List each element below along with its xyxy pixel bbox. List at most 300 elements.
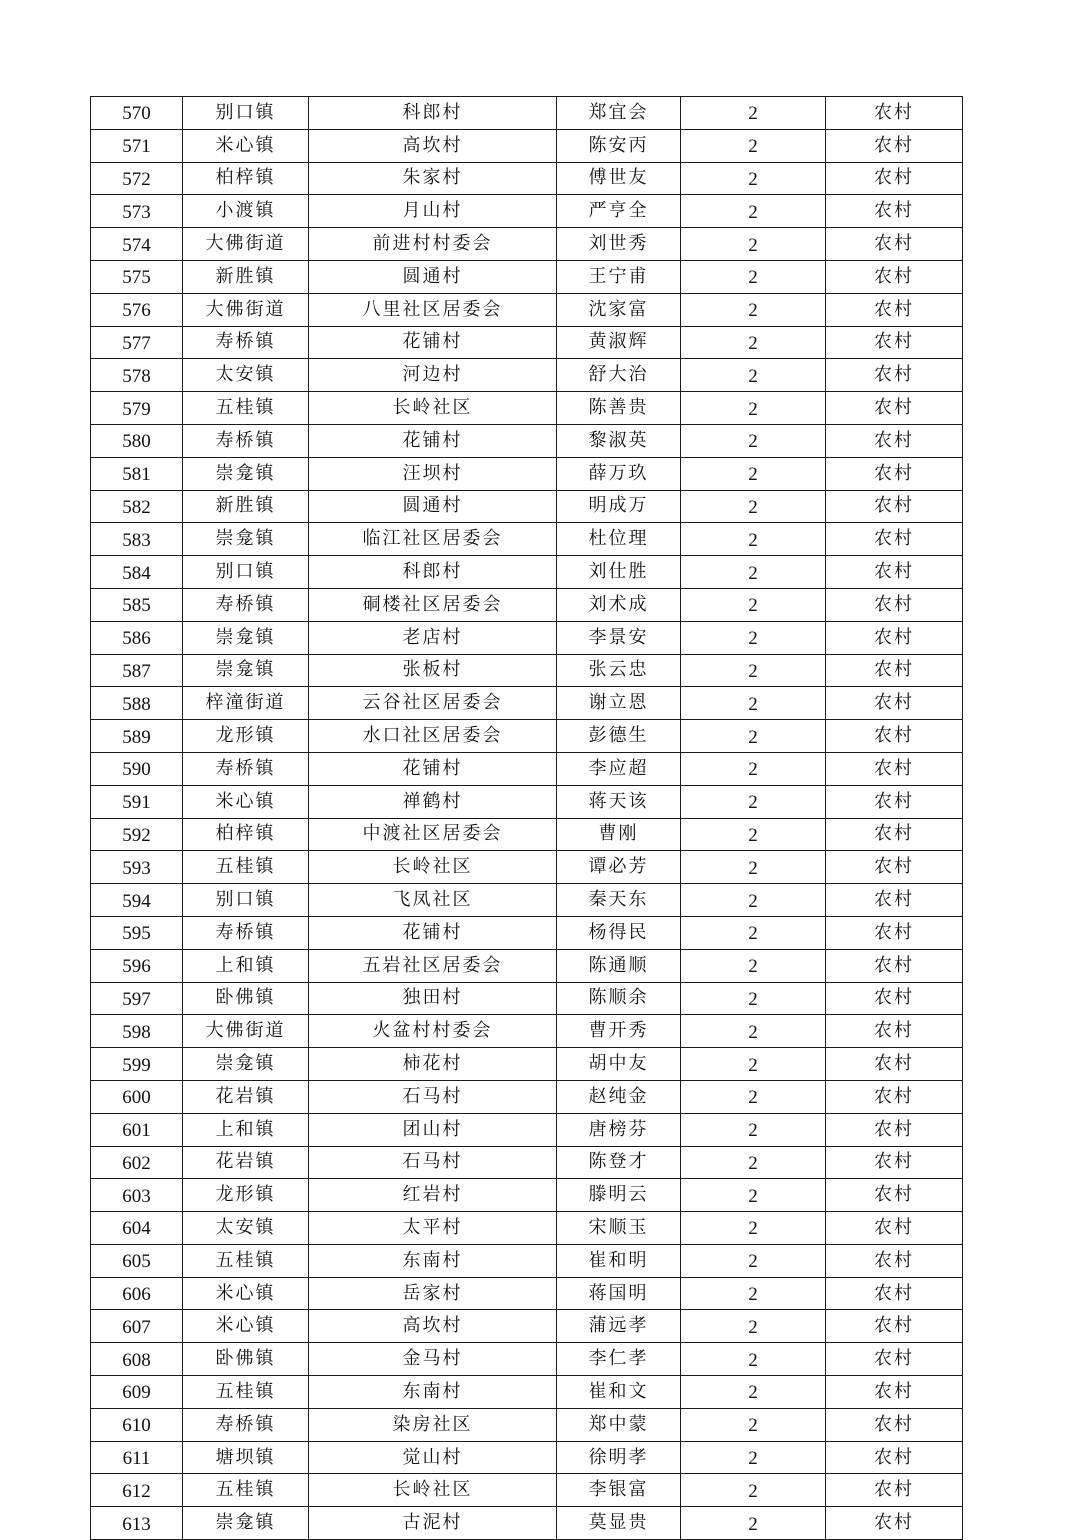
table-row — [91, 1507, 963, 1540]
row-number-cell: 613 — [91, 1507, 183, 1540]
village-name-cell: 五岩社区居委会 — [309, 949, 557, 982]
row-number-cell: 601 — [91, 1113, 183, 1146]
area-type-cell: 农村 — [826, 1507, 963, 1540]
count-value-cell: 2 — [681, 293, 826, 326]
area-type-cell: 农村 — [826, 1015, 963, 1048]
village-name-cell: 岳家村 — [309, 1277, 557, 1310]
count-value-cell: 2 — [681, 195, 826, 228]
area-type-cell: 农村 — [826, 490, 963, 523]
table-row — [91, 1343, 963, 1376]
table-row — [91, 1212, 963, 1245]
count-value-cell: 2 — [681, 1376, 826, 1409]
count-value-cell: 2 — [681, 588, 826, 621]
row-number-cell: 588 — [91, 687, 183, 720]
person-name-cell: 李仁孝 — [557, 1343, 681, 1376]
area-type-cell: 农村 — [826, 392, 963, 425]
row-number-cell: 582 — [91, 490, 183, 523]
count-value-cell: 2 — [681, 490, 826, 523]
table-row — [91, 654, 963, 687]
village-name-cell: 月山村 — [309, 195, 557, 228]
village-name-cell: 圆通村 — [309, 260, 557, 293]
row-number-cell: 587 — [91, 654, 183, 687]
table-row — [91, 1146, 963, 1179]
area-type-cell: 农村 — [826, 293, 963, 326]
row-number-cell: 585 — [91, 588, 183, 621]
row-number-cell: 589 — [91, 720, 183, 753]
town-name-cell: 别口镇 — [183, 97, 309, 130]
count-value-cell: 2 — [681, 851, 826, 884]
village-name-cell: 禅鹤村 — [309, 785, 557, 818]
village-name-cell: 石马村 — [309, 1080, 557, 1113]
town-name-cell: 崇龛镇 — [183, 523, 309, 556]
row-number-cell: 571 — [91, 129, 183, 162]
row-number-cell: 596 — [91, 949, 183, 982]
person-name-cell: 严亨全 — [557, 195, 681, 228]
person-name-cell: 黎淑英 — [557, 424, 681, 457]
person-name-cell: 秦天东 — [557, 884, 681, 917]
area-type-cell: 农村 — [826, 1080, 963, 1113]
person-name-cell: 宋顺玉 — [557, 1212, 681, 1245]
table-row — [91, 556, 963, 589]
area-type-cell: 农村 — [826, 982, 963, 1015]
table-row — [91, 1113, 963, 1146]
area-type-cell: 农村 — [826, 1376, 963, 1409]
table-row — [91, 392, 963, 425]
area-type-cell: 农村 — [826, 1048, 963, 1081]
table-row — [91, 949, 963, 982]
village-name-cell: 东南村 — [309, 1376, 557, 1409]
table-row — [91, 490, 963, 523]
table-row — [91, 195, 963, 228]
area-type-cell: 农村 — [826, 326, 963, 359]
table-row — [91, 687, 963, 720]
person-name-cell: 刘世秀 — [557, 228, 681, 261]
village-name-cell: 云谷社区居委会 — [309, 687, 557, 720]
town-name-cell: 塘坝镇 — [183, 1441, 309, 1474]
village-name-cell: 柿花村 — [309, 1048, 557, 1081]
row-number-cell: 599 — [91, 1048, 183, 1081]
area-type-cell: 农村 — [826, 654, 963, 687]
area-type-cell: 农村 — [826, 97, 963, 130]
table-row — [91, 884, 963, 917]
person-name-cell: 陈善贵 — [557, 392, 681, 425]
row-number-cell: 577 — [91, 326, 183, 359]
count-value-cell: 2 — [681, 1113, 826, 1146]
area-type-cell: 农村 — [826, 720, 963, 753]
area-type-cell: 农村 — [826, 687, 963, 720]
table-row — [91, 457, 963, 490]
person-name-cell: 曹刚 — [557, 818, 681, 851]
area-type-cell: 农村 — [826, 162, 963, 195]
person-name-cell: 蒲远孝 — [557, 1310, 681, 1343]
person-name-cell: 陈通顺 — [557, 949, 681, 982]
village-name-cell: 花铺村 — [309, 424, 557, 457]
table-row — [91, 1244, 963, 1277]
area-type-cell: 农村 — [826, 785, 963, 818]
count-value-cell: 2 — [681, 1277, 826, 1310]
row-number-cell: 598 — [91, 1015, 183, 1048]
town-name-cell: 别口镇 — [183, 556, 309, 589]
count-value-cell: 2 — [681, 654, 826, 687]
row-number-cell: 605 — [91, 1244, 183, 1277]
row-number-cell: 593 — [91, 851, 183, 884]
town-name-cell: 五桂镇 — [183, 1376, 309, 1409]
count-value-cell: 2 — [681, 785, 826, 818]
row-number-cell: 611 — [91, 1441, 183, 1474]
person-name-cell: 傅世友 — [557, 162, 681, 195]
town-name-cell: 卧佛镇 — [183, 1343, 309, 1376]
count-value-cell: 2 — [681, 424, 826, 457]
count-value-cell: 2 — [681, 1179, 826, 1212]
village-name-cell: 东南村 — [309, 1244, 557, 1277]
village-name-cell: 石马村 — [309, 1146, 557, 1179]
village-name-cell: 长岭社区 — [309, 392, 557, 425]
table-row — [91, 785, 963, 818]
area-type-cell: 农村 — [826, 949, 963, 982]
table-row — [91, 326, 963, 359]
count-value-cell: 2 — [681, 1310, 826, 1343]
person-name-cell: 郑中蒙 — [557, 1408, 681, 1441]
area-type-cell: 农村 — [826, 523, 963, 556]
row-number-cell: 600 — [91, 1080, 183, 1113]
table-row — [91, 424, 963, 457]
person-name-cell: 滕明云 — [557, 1179, 681, 1212]
village-name-cell: 团山村 — [309, 1113, 557, 1146]
table-row — [91, 1408, 963, 1441]
table-row — [91, 1441, 963, 1474]
town-name-cell: 太安镇 — [183, 359, 309, 392]
row-number-cell: 602 — [91, 1146, 183, 1179]
count-value-cell: 2 — [681, 1343, 826, 1376]
person-name-cell: 蒋天该 — [557, 785, 681, 818]
village-name-cell: 花铺村 — [309, 752, 557, 785]
count-value-cell: 2 — [681, 1080, 826, 1113]
table-row — [91, 1376, 963, 1409]
village-name-cell: 独田村 — [309, 982, 557, 1015]
town-name-cell: 寿桥镇 — [183, 752, 309, 785]
village-name-cell: 临江社区居委会 — [309, 523, 557, 556]
row-number-cell: 581 — [91, 457, 183, 490]
village-name-cell: 觉山村 — [309, 1441, 557, 1474]
person-name-cell: 陈登才 — [557, 1146, 681, 1179]
person-name-cell: 沈家富 — [557, 293, 681, 326]
person-name-cell: 彭德生 — [557, 720, 681, 753]
row-number-cell: 610 — [91, 1408, 183, 1441]
table-row — [91, 1474, 963, 1507]
count-value-cell: 2 — [681, 1474, 826, 1507]
person-name-cell: 王宁甫 — [557, 260, 681, 293]
row-number-cell: 606 — [91, 1277, 183, 1310]
table-row — [91, 588, 963, 621]
area-type-cell: 农村 — [826, 752, 963, 785]
area-type-cell: 农村 — [826, 588, 963, 621]
area-type-cell: 农村 — [826, 457, 963, 490]
row-number-cell: 608 — [91, 1343, 183, 1376]
person-name-cell: 谢立恩 — [557, 687, 681, 720]
town-name-cell: 五桂镇 — [183, 392, 309, 425]
table-row — [91, 752, 963, 785]
count-value-cell: 2 — [681, 359, 826, 392]
row-number-cell: 612 — [91, 1474, 183, 1507]
area-type-cell: 农村 — [826, 1474, 963, 1507]
count-value-cell: 2 — [681, 687, 826, 720]
village-name-cell: 花铺村 — [309, 326, 557, 359]
row-number-cell: 573 — [91, 195, 183, 228]
row-number-cell: 583 — [91, 523, 183, 556]
village-name-cell: 飞凤社区 — [309, 884, 557, 917]
table-row — [91, 621, 963, 654]
village-name-cell: 红岩村 — [309, 1179, 557, 1212]
village-name-cell: 八里社区居委会 — [309, 293, 557, 326]
person-name-cell: 李应超 — [557, 752, 681, 785]
person-name-cell: 胡中友 — [557, 1048, 681, 1081]
count-value-cell: 2 — [681, 162, 826, 195]
table-row — [91, 523, 963, 556]
table-row — [91, 260, 963, 293]
row-number-cell: 574 — [91, 228, 183, 261]
town-name-cell: 花岩镇 — [183, 1080, 309, 1113]
village-name-cell: 汪坝村 — [309, 457, 557, 490]
village-name-cell: 朱家村 — [309, 162, 557, 195]
table-row — [91, 818, 963, 851]
village-name-cell: 金马村 — [309, 1343, 557, 1376]
area-type-cell: 农村 — [826, 228, 963, 261]
row-number-cell: 578 — [91, 359, 183, 392]
person-name-cell: 徐明孝 — [557, 1441, 681, 1474]
area-type-cell: 农村 — [826, 424, 963, 457]
town-name-cell: 大佛街道 — [183, 228, 309, 261]
town-name-cell: 崇龛镇 — [183, 1507, 309, 1540]
row-number-cell: 594 — [91, 884, 183, 917]
count-value-cell: 2 — [681, 1146, 826, 1179]
person-name-cell: 张云忠 — [557, 654, 681, 687]
town-name-cell: 太安镇 — [183, 1212, 309, 1245]
town-name-cell: 上和镇 — [183, 949, 309, 982]
row-number-cell: 570 — [91, 97, 183, 130]
village-name-cell: 老店村 — [309, 621, 557, 654]
row-number-cell: 586 — [91, 621, 183, 654]
village-name-cell: 花铺村 — [309, 916, 557, 949]
table-row — [91, 1277, 963, 1310]
town-name-cell: 柏梓镇 — [183, 818, 309, 851]
person-name-cell: 谭必芳 — [557, 851, 681, 884]
town-name-cell: 崇龛镇 — [183, 621, 309, 654]
village-name-cell: 河边村 — [309, 359, 557, 392]
area-type-cell: 农村 — [826, 1408, 963, 1441]
count-value-cell: 2 — [681, 884, 826, 917]
count-value-cell: 2 — [681, 1408, 826, 1441]
count-value-cell: 2 — [681, 97, 826, 130]
count-value-cell: 2 — [681, 457, 826, 490]
row-number-cell: 572 — [91, 162, 183, 195]
person-name-cell: 杨得民 — [557, 916, 681, 949]
area-type-cell: 农村 — [826, 1343, 963, 1376]
table-row — [91, 162, 963, 195]
area-type-cell: 农村 — [826, 1146, 963, 1179]
table-row — [91, 1179, 963, 1212]
village-name-cell: 高坎村 — [309, 129, 557, 162]
town-name-cell: 龙形镇 — [183, 720, 309, 753]
row-number-cell: 576 — [91, 293, 183, 326]
count-value-cell: 2 — [681, 260, 826, 293]
row-number-cell: 595 — [91, 916, 183, 949]
count-value-cell: 2 — [681, 1048, 826, 1081]
table-row — [91, 359, 963, 392]
town-name-cell: 上和镇 — [183, 1113, 309, 1146]
count-value-cell: 2 — [681, 720, 826, 753]
town-name-cell: 寿桥镇 — [183, 1408, 309, 1441]
table-row — [91, 1048, 963, 1081]
village-name-cell: 张板村 — [309, 654, 557, 687]
row-number-cell: 607 — [91, 1310, 183, 1343]
town-name-cell: 寿桥镇 — [183, 916, 309, 949]
town-name-cell: 五桂镇 — [183, 1474, 309, 1507]
row-number-cell: 591 — [91, 785, 183, 818]
area-type-cell: 农村 — [826, 818, 963, 851]
village-name-cell: 高坎村 — [309, 1310, 557, 1343]
person-name-cell: 杜位理 — [557, 523, 681, 556]
row-number-cell: 575 — [91, 260, 183, 293]
count-value-cell: 2 — [681, 916, 826, 949]
person-name-cell: 崔和明 — [557, 1244, 681, 1277]
village-name-cell: 染房社区 — [309, 1408, 557, 1441]
area-type-cell: 农村 — [826, 129, 963, 162]
person-name-cell: 舒大治 — [557, 359, 681, 392]
person-name-cell: 蒋国明 — [557, 1277, 681, 1310]
person-name-cell: 李景安 — [557, 621, 681, 654]
table-row — [91, 1310, 963, 1343]
town-name-cell: 崇龛镇 — [183, 1048, 309, 1081]
person-name-cell: 唐榜芬 — [557, 1113, 681, 1146]
area-type-cell: 农村 — [826, 260, 963, 293]
town-name-cell: 新胜镇 — [183, 490, 309, 523]
town-name-cell: 大佛街道 — [183, 1015, 309, 1048]
person-name-cell: 陈安丙 — [557, 129, 681, 162]
person-name-cell: 崔和文 — [557, 1376, 681, 1409]
count-value-cell: 2 — [681, 129, 826, 162]
table-row — [91, 97, 963, 130]
count-value-cell: 2 — [681, 228, 826, 261]
count-value-cell: 2 — [681, 1441, 826, 1474]
area-type-cell: 农村 — [826, 851, 963, 884]
table-row — [91, 1080, 963, 1113]
row-number-cell: 597 — [91, 982, 183, 1015]
town-name-cell: 米心镇 — [183, 129, 309, 162]
area-type-cell: 农村 — [826, 884, 963, 917]
person-name-cell: 李银富 — [557, 1474, 681, 1507]
town-name-cell: 花岩镇 — [183, 1146, 309, 1179]
town-name-cell: 寿桥镇 — [183, 424, 309, 457]
town-name-cell: 卧佛镇 — [183, 982, 309, 1015]
area-type-cell: 农村 — [826, 1212, 963, 1245]
area-type-cell: 农村 — [826, 1244, 963, 1277]
table-row — [91, 851, 963, 884]
count-value-cell: 2 — [681, 752, 826, 785]
town-name-cell: 米心镇 — [183, 1277, 309, 1310]
town-name-cell: 龙形镇 — [183, 1179, 309, 1212]
count-value-cell: 2 — [681, 621, 826, 654]
row-number-cell: 603 — [91, 1179, 183, 1212]
town-name-cell: 新胜镇 — [183, 260, 309, 293]
row-number-cell: 609 — [91, 1376, 183, 1409]
record-table — [90, 96, 963, 1540]
row-number-cell: 580 — [91, 424, 183, 457]
town-name-cell: 五桂镇 — [183, 1244, 309, 1277]
town-name-cell: 寿桥镇 — [183, 326, 309, 359]
count-value-cell: 2 — [681, 1507, 826, 1540]
area-type-cell: 农村 — [826, 195, 963, 228]
town-name-cell: 梓潼街道 — [183, 687, 309, 720]
town-name-cell: 崇龛镇 — [183, 654, 309, 687]
village-name-cell: 中渡社区居委会 — [309, 818, 557, 851]
town-name-cell: 柏梓镇 — [183, 162, 309, 195]
town-name-cell: 别口镇 — [183, 884, 309, 917]
village-name-cell: 长岭社区 — [309, 1474, 557, 1507]
table-row — [91, 720, 963, 753]
count-value-cell: 2 — [681, 523, 826, 556]
area-type-cell: 农村 — [826, 1441, 963, 1474]
count-value-cell: 2 — [681, 326, 826, 359]
count-value-cell: 2 — [681, 556, 826, 589]
person-name-cell: 黄淑辉 — [557, 326, 681, 359]
count-value-cell: 2 — [681, 949, 826, 982]
village-name-cell: 水口社区居委会 — [309, 720, 557, 753]
village-name-cell: 古泥村 — [309, 1507, 557, 1540]
table-row — [91, 293, 963, 326]
record-table-body — [91, 97, 963, 1540]
person-name-cell: 薛万玖 — [557, 457, 681, 490]
area-type-cell: 农村 — [826, 1310, 963, 1343]
table-row — [91, 916, 963, 949]
area-type-cell: 农村 — [826, 621, 963, 654]
row-number-cell: 592 — [91, 818, 183, 851]
village-name-cell: 科郎村 — [309, 97, 557, 130]
table-row — [91, 982, 963, 1015]
village-name-cell: 长岭社区 — [309, 851, 557, 884]
count-value-cell: 2 — [681, 818, 826, 851]
area-type-cell: 农村 — [826, 1179, 963, 1212]
row-number-cell: 604 — [91, 1212, 183, 1245]
town-name-cell: 大佛街道 — [183, 293, 309, 326]
town-name-cell: 五桂镇 — [183, 851, 309, 884]
row-number-cell: 590 — [91, 752, 183, 785]
count-value-cell: 2 — [681, 1244, 826, 1277]
person-name-cell: 刘术成 — [557, 588, 681, 621]
area-type-cell: 农村 — [826, 1277, 963, 1310]
count-value-cell: 2 — [681, 982, 826, 1015]
table-row — [91, 129, 963, 162]
person-name-cell: 刘仕胜 — [557, 556, 681, 589]
area-type-cell: 农村 — [826, 1113, 963, 1146]
person-name-cell: 曹开秀 — [557, 1015, 681, 1048]
village-name-cell: 火盆村村委会 — [309, 1015, 557, 1048]
count-value-cell: 2 — [681, 392, 826, 425]
person-name-cell: 郑宜会 — [557, 97, 681, 130]
table-row — [91, 228, 963, 261]
table-row — [91, 1015, 963, 1048]
area-type-cell: 农村 — [826, 916, 963, 949]
village-name-cell: 硐楼社区居委会 — [309, 588, 557, 621]
village-name-cell: 前进村村委会 — [309, 228, 557, 261]
count-value-cell: 2 — [681, 1212, 826, 1245]
town-name-cell: 米心镇 — [183, 1310, 309, 1343]
area-type-cell: 农村 — [826, 556, 963, 589]
person-name-cell: 莫显贵 — [557, 1507, 681, 1540]
count-value-cell: 2 — [681, 1015, 826, 1048]
town-name-cell: 米心镇 — [183, 785, 309, 818]
town-name-cell: 寿桥镇 — [183, 588, 309, 621]
row-number-cell: 579 — [91, 392, 183, 425]
